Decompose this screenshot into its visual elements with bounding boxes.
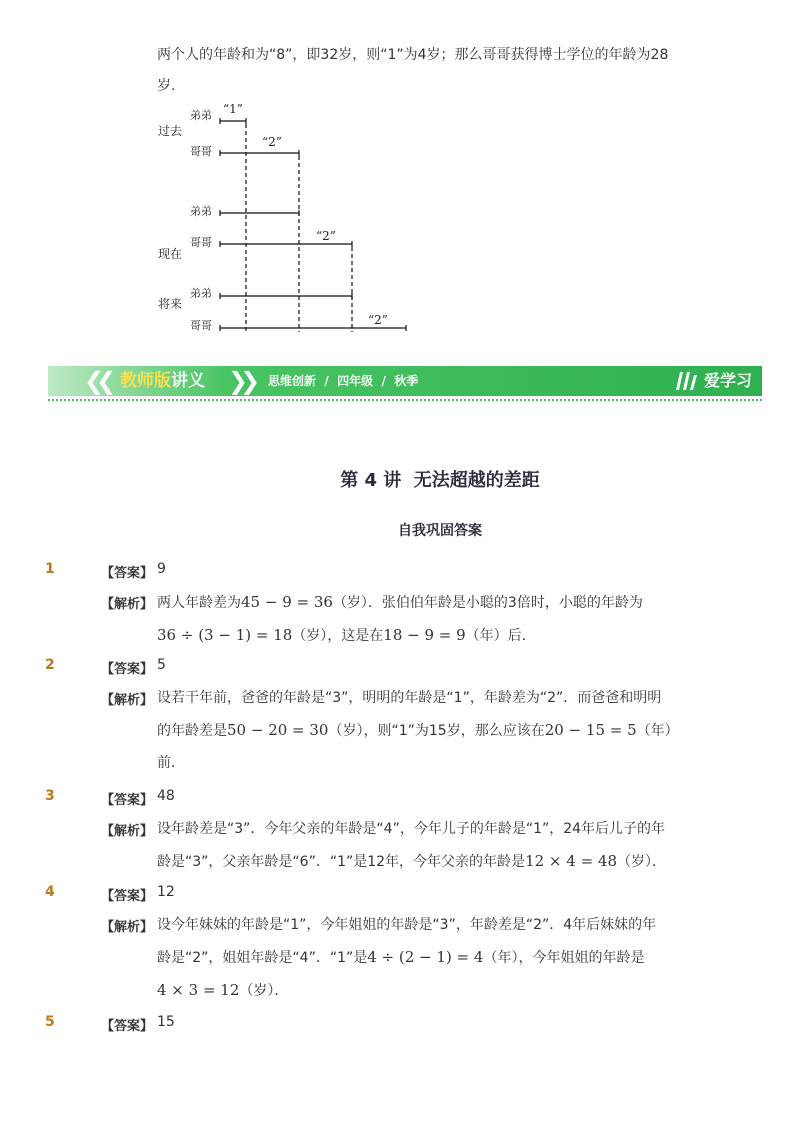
segment-label-two: “2” (368, 313, 388, 327)
explanation (157, 682, 727, 779)
answer-value: 5 (157, 657, 166, 673)
explanation-text: 的年龄差是 (157, 723, 227, 739)
math-expression: 18 − 9 = 9 (383, 626, 466, 644)
math-expression: 50 − 20 = 30 (227, 721, 329, 739)
explanation-text: （岁），这是在 (292, 628, 384, 644)
row-label-younger: 弟弟 (190, 205, 212, 218)
explanation-line (157, 845, 727, 878)
answer-value: 48 (157, 788, 175, 804)
banner-title (120, 366, 205, 396)
explanation-text: 龄是“2”，姐姐年龄是“4”．“1”是 (157, 950, 368, 966)
answer-tag: 【答案】 (101, 1019, 154, 1034)
lecture-banner (48, 366, 762, 396)
explanation-text: （岁）． (617, 854, 666, 870)
lecture-title: 第 4 讲 无法超越的差距 (340, 470, 540, 491)
banner-title-part2: 讲义 (171, 371, 205, 391)
math-expression: 20 − 15 = 5 (544, 721, 637, 739)
question-number: 3 (45, 788, 55, 804)
intro-text (157, 40, 727, 102)
explanation-tag: 【解析】 (101, 824, 154, 839)
explanation-line (157, 941, 727, 974)
intro-line: 岁. (157, 78, 176, 94)
explanation-text: 龄是“3”，父亲年龄是“6”．“1”是12年，今年父亲的年龄是 (157, 854, 526, 870)
double-chevron-left-icon: ❮❮ (84, 367, 109, 395)
answer-value: 12 (157, 884, 175, 900)
answer-tag: 【答案】 (101, 662, 154, 677)
explanation-line (157, 909, 727, 941)
group-label-now: 现在 (158, 247, 183, 261)
answer-tag: 【答案】 (101, 566, 154, 581)
math-expression: 4 ÷ (2 − 1) = 4 (367, 948, 484, 966)
explanation-text: （岁），则“1”为15岁，那么应该在 (328, 723, 545, 739)
question-number: 5 (45, 1014, 55, 1030)
section-title: 自我巩固答案 (398, 523, 482, 539)
explanation-text: （年），今年姐姐的年龄是 (483, 950, 645, 966)
explanation (157, 813, 727, 878)
question-number: 4 (45, 884, 55, 900)
explanation-line (157, 813, 727, 845)
explanation-tag: 【解析】 (101, 597, 154, 612)
explanation-text: （岁）．张伯伯年龄是小聪的3倍时，小聪的年龄为 (332, 595, 643, 611)
explanation-line (157, 682, 727, 714)
segment-younger-now (220, 210, 299, 216)
segment-label-two: “2” (262, 135, 282, 149)
double-chevron-right-icon: ❯❯ (228, 367, 253, 395)
math-expression: 45 − 9 = 36 (241, 593, 333, 611)
explanation-text: 设年龄差是“3”．今年父亲的年龄是“4”，今年儿子的年龄是“1”，24年后儿子的年 (157, 821, 666, 837)
explanation-text: 设今年妹妹的年龄是“1”，今年姐姐的年龄是“3”，年龄差是“2”．4年后妹妹的年 (157, 917, 657, 933)
segment-label-two: “2” (316, 229, 336, 243)
answer-tag: 【答案】 (101, 793, 154, 808)
row-label-younger: 弟弟 (190, 109, 212, 122)
age-line-diagram (150, 98, 430, 343)
explanation (157, 909, 727, 1007)
answer-value: 9 (157, 561, 166, 577)
banner-subtitle: 思维创新 / 四年级 / 秋季 (268, 374, 419, 388)
row-label-elder: 哥哥 (190, 236, 212, 249)
answer-tag: 【答案】 (101, 889, 154, 904)
group-label-past: 过去 (158, 124, 183, 138)
explanation-text: 两人年龄差为 (157, 595, 241, 611)
banner-dotted-rule (48, 399, 762, 401)
explanation-text: （年）后． (465, 628, 536, 644)
group-label-future: 将来 (158, 297, 183, 311)
intro-line: 两个人的年龄和为“8”，即32岁，则“1”为4岁；那么哥哥获得博士学位的年龄为28 (157, 47, 669, 63)
explanation-line (157, 747, 727, 779)
explanation-tag: 【解析】 (101, 920, 154, 935)
row-label-elder: 哥哥 (190, 319, 212, 332)
segment-label-one: “1” (223, 102, 243, 116)
segment-younger-past (220, 118, 246, 124)
math-expression: 12 × 4 = 48 (525, 852, 617, 870)
segment-elder-past (220, 150, 299, 156)
banner-title-part1: 教师版 (120, 371, 171, 391)
explanation-text: （岁）． (239, 983, 289, 999)
brand-logo (674, 366, 752, 396)
brand-leaf-icon (674, 369, 700, 391)
explanation-line (157, 586, 727, 619)
explanation-line (157, 714, 727, 747)
segment-younger-future (220, 293, 352, 299)
explanation-line (157, 619, 727, 652)
brand-name: 爱学习 (703, 371, 752, 390)
explanation-line (157, 974, 727, 1007)
question-number: 2 (45, 657, 55, 673)
explanation (157, 586, 727, 652)
row-label-elder: 哥哥 (190, 145, 212, 158)
question-number: 1 (45, 561, 55, 577)
row-label-younger: 弟弟 (190, 287, 212, 300)
math-expression: 4 × 3 = 12 (157, 981, 240, 999)
explanation-tag: 【解析】 (101, 693, 154, 708)
explanation-text: （年） (636, 723, 679, 739)
explanation-text: 前． (157, 755, 185, 771)
answer-value: 15 (157, 1014, 175, 1030)
math-expression: 36 ÷ (3 − 1) = 18 (157, 626, 293, 644)
explanation-text: 设若干年前，爸爸的年龄是“3”，明明的年龄是“1”，年龄差为“2”．而爸爸和明明 (157, 690, 662, 706)
